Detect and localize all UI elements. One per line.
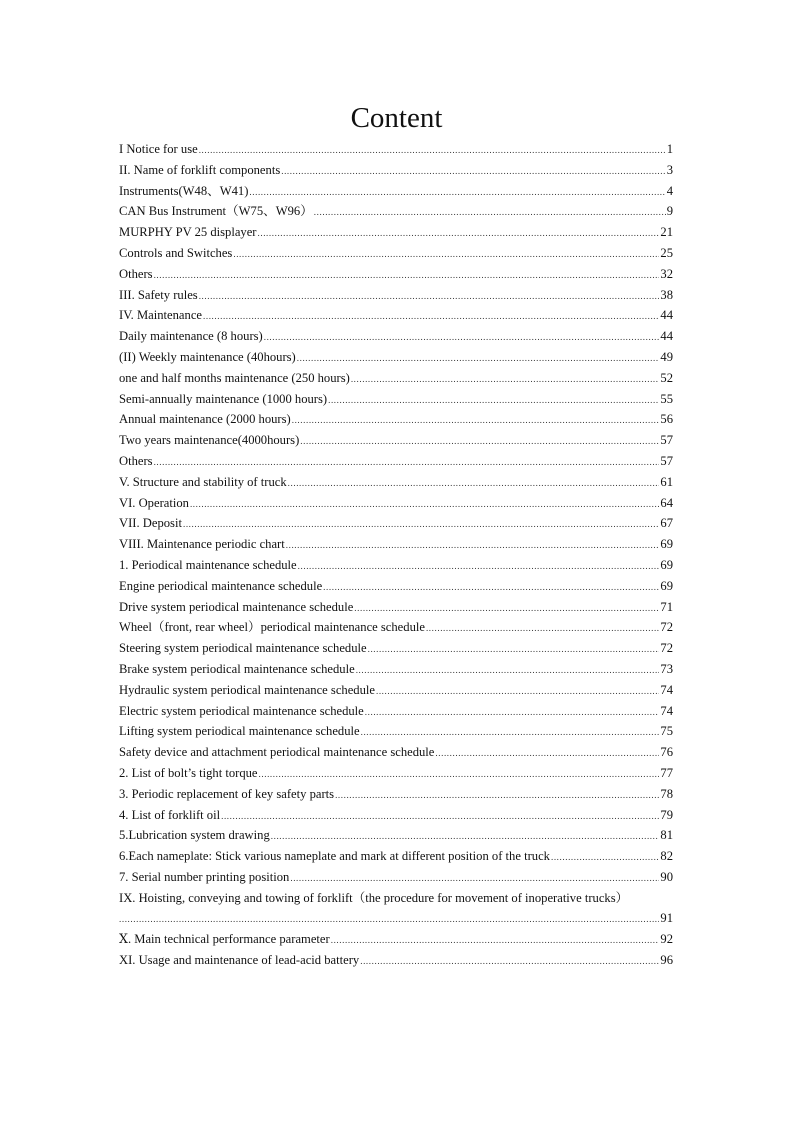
toc-entry[interactable] [119, 846, 673, 867]
toc-entry[interactable] [119, 721, 673, 742]
toc-entry[interactable] [119, 451, 673, 472]
dot-leader [154, 265, 660, 286]
dot-leader [314, 202, 666, 223]
toc-entry-page: 67 [660, 516, 673, 531]
toc-entry[interactable] [119, 867, 673, 888]
toc-entry[interactable] [119, 493, 673, 514]
toc-entry-label: MURPHY PV 25 displayer [119, 225, 257, 240]
toc-entry-page: 44 [660, 329, 673, 344]
toc-entry[interactable] [119, 409, 673, 430]
dot-leader [328, 390, 659, 411]
dot-leader [233, 244, 659, 265]
dot-leader [426, 618, 659, 639]
toc-entry[interactable] [119, 929, 673, 950]
toc-entry[interactable] [119, 222, 673, 243]
toc-entry-label: one and half months maintenance (250 hours) [119, 370, 350, 385]
toc-entry-label: Lifting system periodical maintenance schedule [119, 724, 360, 739]
dot-leader [199, 140, 666, 161]
dot-leader [290, 868, 659, 889]
toc-entry-label: IX. Hoisting, conveying and towing of forklift（the procedure for movement of inoperative trucks） [119, 890, 629, 905]
toc-entry[interactable] [119, 742, 673, 763]
toc-entry[interactable] [119, 576, 673, 597]
page-title: Content [350, 102, 443, 134]
toc-entry[interactable] [119, 264, 673, 285]
dot-leader [376, 681, 659, 702]
table-of-contents [119, 139, 673, 971]
toc-entry-page: 32 [660, 266, 673, 281]
toc-entry-label: Semi-annually maintenance (1000 hours) [119, 391, 328, 406]
toc-entry-label: V. Structure and stability of truck [119, 474, 287, 489]
toc-entry-label: Steering system periodical maintenance schedule [119, 641, 367, 656]
toc-entry-label: Wheel（front, rear wheel）periodical maintenance schedule [119, 620, 425, 635]
dot-leader [264, 327, 660, 348]
toc-entry[interactable] [119, 347, 673, 368]
toc-entry[interactable] [119, 305, 673, 326]
toc-entry[interactable] [119, 430, 673, 451]
toc-entry-page: 96 [660, 953, 673, 968]
toc-entry-label: Two years maintenance(4000hours) [119, 433, 300, 448]
toc-entry-page: 74 [660, 682, 673, 697]
toc-entry-page: 71 [660, 599, 673, 614]
dot-leader [356, 660, 660, 681]
dot-leader [351, 369, 660, 390]
toc-entry-label: Engine periodical maintenance schedule [119, 578, 323, 593]
toc-entry-page: 21 [660, 225, 673, 240]
toc-entry[interactable] [119, 326, 673, 347]
dot-leader [190, 494, 659, 515]
toc-entry-page: 38 [660, 287, 673, 302]
toc-entry-label: 4. List of forklift oil [119, 807, 221, 822]
toc-entry-page: 4 [666, 183, 673, 198]
toc-entry-label: Ⅹ. Main technical performance parameter [119, 932, 330, 947]
toc-entry-label: VI. Operation [119, 495, 189, 510]
toc-entry-label: IV. Maintenance [119, 308, 202, 323]
toc-entry-label: Hydraulic system periodical maintenance schedule [119, 682, 375, 697]
toc-entry-label: 2. List of bolt’s tight torque [119, 765, 258, 780]
toc-entry-label: Brake system periodical maintenance schedule [119, 661, 355, 676]
dot-leader [249, 182, 665, 203]
dot-leader [199, 286, 660, 307]
dot-leader [119, 909, 659, 930]
toc-entry-page: 72 [660, 620, 673, 635]
toc-entry[interactable] [119, 763, 673, 784]
toc-entry-page: 77 [660, 765, 673, 780]
toc-entry[interactable] [119, 472, 673, 493]
toc-entry-label: Controls and Switches [119, 245, 233, 260]
toc-entry[interactable] [119, 617, 673, 638]
toc-entry[interactable] [119, 701, 673, 722]
toc-entry[interactable] [119, 389, 673, 410]
dot-leader [258, 223, 660, 244]
toc-entry[interactable] [119, 285, 673, 306]
toc-entry-page: 69 [660, 537, 673, 552]
dot-leader [292, 410, 660, 431]
dot-leader [297, 348, 660, 369]
toc-entry-page: 9 [666, 204, 673, 219]
toc-entry[interactable] [119, 555, 673, 576]
dot-leader [435, 743, 659, 764]
toc-entry-label: Annual maintenance (2000 hours) [119, 412, 291, 427]
toc-entry[interactable] [119, 201, 673, 222]
toc-entry-page: 73 [660, 661, 673, 676]
toc-entry[interactable] [119, 805, 673, 826]
toc-entry-page: 90 [660, 869, 673, 884]
toc-entry-label: 7. Serial number printing position [119, 869, 290, 884]
toc-entry-long-page[interactable] [119, 908, 673, 929]
toc-entry-page: 82 [660, 849, 673, 864]
toc-list-tail [119, 929, 673, 971]
toc-entry-page: 79 [660, 807, 673, 822]
toc-entry-page: 52 [660, 370, 673, 385]
toc-entry-page: 57 [660, 433, 673, 448]
dot-leader [354, 598, 659, 619]
toc-entry-label: Electric system periodical maintenance schedule [119, 703, 364, 718]
dot-leader [361, 722, 660, 743]
toc-entry-page: 81 [660, 828, 673, 843]
toc-entry-page: 56 [660, 412, 673, 427]
toc-entry-label: II. Name of forklift components [119, 162, 281, 177]
dot-leader [259, 764, 660, 785]
dot-leader [154, 452, 660, 473]
dot-leader [281, 161, 665, 182]
toc-entry-label: CAN Bus Instrument（W75、W96） [119, 204, 313, 219]
toc-entry[interactable] [119, 680, 673, 701]
toc-entry-label: Safety device and attachment periodical maintenance schedule [119, 745, 435, 760]
dot-leader [298, 556, 660, 577]
toc-entry-label: III. Safety rules [119, 287, 198, 302]
toc-entry[interactable] [119, 597, 673, 618]
toc-entry[interactable] [119, 659, 673, 680]
toc-entry[interactable] [119, 534, 673, 555]
toc-entry-page: 64 [660, 495, 673, 510]
dot-leader [360, 951, 659, 972]
toc-entry-label: XI. Usage and maintenance of lead-acid battery [119, 953, 360, 968]
toc-entry-label: 3. Periodic replacement of key safety parts [119, 786, 335, 801]
toc-entry-page: 55 [660, 391, 673, 406]
dot-leader [368, 639, 660, 660]
dot-leader [323, 577, 659, 598]
toc-entry[interactable] [119, 950, 673, 971]
dot-leader [288, 473, 660, 494]
toc-entry-page: 1 [666, 142, 673, 156]
toc-entry-page: 78 [660, 786, 673, 801]
toc-entry-page: 44 [660, 308, 673, 323]
toc-entry-page: 74 [660, 703, 673, 718]
dot-leader [183, 514, 659, 535]
toc-entry[interactable] [119, 139, 673, 160]
dot-leader [331, 930, 660, 951]
toc-entry[interactable] [119, 181, 673, 202]
toc-entry-label: Others [119, 453, 153, 468]
toc-entry-page: 25 [660, 245, 673, 260]
toc-entry-label: I Notice for use [119, 142, 198, 156]
dot-leader [365, 702, 660, 723]
toc-entry-label: Drive system periodical maintenance schedule [119, 599, 354, 614]
dot-leader [551, 847, 659, 868]
toc-entry-label: Others [119, 266, 153, 281]
toc-entry[interactable] [119, 243, 673, 264]
toc-entry-page: 91 [660, 911, 673, 926]
toc-entry-page: 49 [660, 349, 673, 364]
toc-entry-label: Instruments(W48、W41) [119, 183, 249, 198]
toc-entry-label: Daily maintenance (8 hours) [119, 329, 263, 344]
toc-entry[interactable] [119, 638, 673, 659]
dot-leader [203, 306, 659, 327]
toc-list [119, 139, 673, 888]
toc-entry-long-label[interactable] [119, 888, 673, 909]
dot-leader [300, 431, 659, 452]
dot-leader [335, 785, 659, 806]
toc-entry[interactable] [119, 784, 673, 805]
toc-entry[interactable] [119, 513, 673, 534]
toc-entry-page: 69 [660, 578, 673, 593]
toc-entry-label: VII. Deposit [119, 516, 182, 531]
toc-entry-page: 57 [660, 453, 673, 468]
toc-entry-label: VIII. Maintenance periodic chart [119, 537, 285, 552]
toc-entry[interactable] [119, 368, 673, 389]
toc-entry-label: (II) Weekly maintenance (40hours) [119, 349, 296, 364]
toc-entry-page: 76 [660, 745, 673, 760]
dot-leader [271, 826, 660, 847]
toc-entry-page: 61 [660, 474, 673, 489]
toc-entry-label: 5.Lubrication system drawing [119, 828, 270, 843]
toc-entry-label: 1. Periodical maintenance schedule [119, 557, 297, 572]
toc-entry-page: 69 [660, 557, 673, 572]
toc-entry-label: 6.Each nameplate: Stick various nameplate and mark at different position of the truck [119, 849, 550, 864]
toc-entry-page: 3 [666, 162, 673, 177]
toc-entry-page: 72 [660, 641, 673, 656]
dot-leader [221, 806, 659, 827]
toc-entry-page: 75 [660, 724, 673, 739]
toc-entry-page: 92 [660, 932, 673, 947]
dot-leader [286, 535, 660, 556]
toc-entry[interactable] [119, 825, 673, 846]
toc-entry[interactable] [119, 160, 673, 181]
